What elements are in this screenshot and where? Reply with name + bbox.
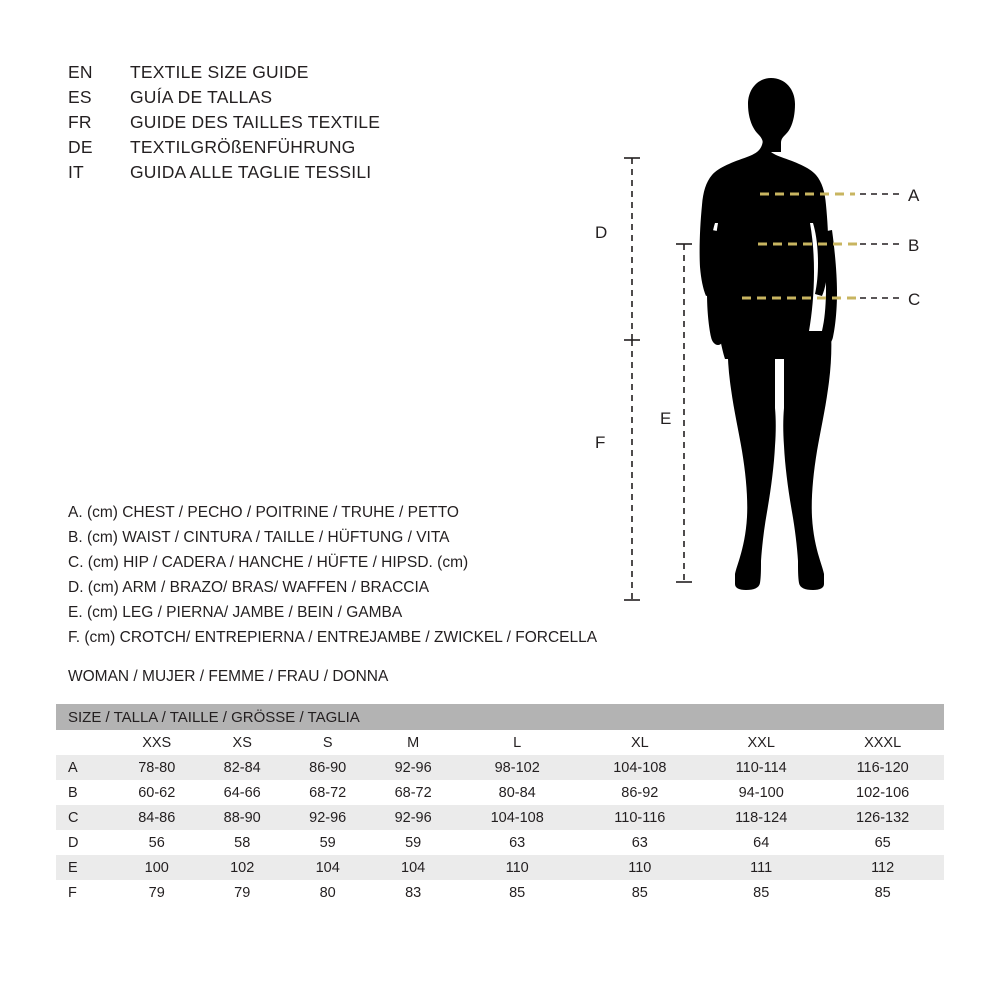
table-cell: 59 (370, 830, 455, 855)
column-header: M (370, 730, 455, 755)
table-cell: 68-72 (370, 780, 455, 805)
table-row (56, 855, 944, 880)
table-cell: 58 (199, 830, 284, 855)
language-title: GUÍA DE TALLAS (130, 87, 273, 107)
language-title: GUIDA ALLE TAGLIE TESSILI (130, 162, 372, 182)
callout-label-c: C (908, 290, 921, 309)
callout-label-b: B (908, 236, 920, 255)
table-cell: 79 (114, 880, 199, 905)
table-corner-cell (56, 730, 114, 755)
table-cell: 100 (114, 855, 199, 880)
table-cell: 60-62 (114, 780, 199, 805)
row-label: D (56, 830, 114, 855)
table-row (56, 755, 944, 780)
table-cell: 104 (285, 855, 370, 880)
row-label: A (56, 755, 114, 780)
female-silhouette (700, 78, 837, 590)
language-title: GUIDE DES TAILLES TEXTILE (130, 112, 381, 132)
bracket-e (676, 244, 692, 582)
table-cell: 92-96 (285, 805, 370, 830)
column-header: L (456, 730, 579, 755)
table-row (56, 880, 944, 905)
bracket-d (624, 158, 640, 340)
table-cell: 88-90 (199, 805, 284, 830)
language-row (68, 62, 488, 87)
table-cell: 116-120 (821, 755, 944, 780)
table-cell: 68-72 (285, 780, 370, 805)
table-cell: 102 (199, 855, 284, 880)
row-label: B (56, 780, 114, 805)
table-cell: 126-132 (821, 805, 944, 830)
language-row (68, 162, 488, 187)
table-cell: 110 (579, 855, 702, 880)
table-cell: 80 (285, 880, 370, 905)
table-cell: 85 (701, 880, 821, 905)
table-cell: 104 (370, 855, 455, 880)
callout-label-a: A (908, 186, 920, 205)
table-cell: 78-80 (114, 755, 199, 780)
language-row (68, 87, 488, 112)
table-column-header-row (56, 730, 944, 755)
table-cell: 112 (821, 855, 944, 880)
table-cell: 86-92 (579, 780, 702, 805)
table-cell: 111 (701, 855, 821, 880)
table-cell: 118-124 (701, 805, 821, 830)
table-cell: 92-96 (370, 755, 455, 780)
column-header: S (285, 730, 370, 755)
table-cell: 92-96 (370, 805, 455, 830)
table-cell: 104-108 (456, 805, 579, 830)
table-cell: 59 (285, 830, 370, 855)
column-header: XL (579, 730, 702, 755)
language-code: IT (68, 162, 84, 182)
table-cell: 98-102 (456, 755, 579, 780)
table-cell: 102-106 (821, 780, 944, 805)
table-cell: 104-108 (579, 755, 702, 780)
table-title-row (56, 704, 944, 730)
language-title-block (68, 62, 488, 187)
table-cell: 82-84 (199, 755, 284, 780)
table-cell: 85 (456, 880, 579, 905)
gender-label: WOMAN / MUJER / FEMME / FRAU / DONNA (68, 668, 389, 685)
size-table (56, 704, 944, 905)
table-cell: 86-90 (285, 755, 370, 780)
table-cell: 56 (114, 830, 199, 855)
table-cell: 64-66 (199, 780, 284, 805)
measurement-legend (68, 500, 668, 650)
column-header: XXS (114, 730, 199, 755)
table-cell: 110-114 (701, 755, 821, 780)
legend-item: D. (cm) ARM / BRAZO/ BRAS/ WAFFEN / BRACCIA (68, 579, 430, 596)
legend-item: F. (cm) CROTCH/ ENTREPIERNA / ENTREJAMBE / ZWICKEL / FORCELLA (68, 629, 598, 646)
language-title: TEXTILE SIZE GUIDE (130, 62, 309, 82)
legend-item: C. (cm) HIP / CADERA / HANCHE / HÜFTE / HIPSD. (cm) (68, 554, 469, 571)
legend-item: E. (cm) LEG / PIERNA/ JAMBE / BEIN / GAMBA (68, 604, 403, 621)
table-cell: 84-86 (114, 805, 199, 830)
table-title: SIZE / TALLA / TAILLE / GRÖSSE / TAGLIA (56, 704, 944, 730)
legend-item: B. (cm) WAIST / CINTURA / TAILLE / HÜFTUNG / VITA (68, 529, 450, 546)
table-cell: 94-100 (701, 780, 821, 805)
language-code: EN (68, 62, 93, 82)
table-cell: 63 (579, 830, 702, 855)
row-label: E (56, 855, 114, 880)
row-label: C (56, 805, 114, 830)
column-header: XXL (701, 730, 821, 755)
table-cell: 63 (456, 830, 579, 855)
language-code: FR (68, 112, 92, 132)
table-row (56, 805, 944, 830)
language-code: DE (68, 137, 93, 157)
table-cell: 79 (199, 880, 284, 905)
table-cell: 65 (821, 830, 944, 855)
table-row (56, 830, 944, 855)
row-label: F (56, 880, 114, 905)
language-code: ES (68, 87, 92, 107)
table-row (56, 780, 944, 805)
language-title: TEXTILGRÖßENFÜHRUNG (130, 137, 356, 157)
table-cell: 85 (821, 880, 944, 905)
bracket-label-e: E (660, 409, 672, 428)
table-cell: 64 (701, 830, 821, 855)
callout-lines (860, 194, 902, 298)
bracket-label-f: F (595, 433, 606, 452)
language-row (68, 137, 488, 162)
table-cell: 110 (456, 855, 579, 880)
legend-item: A. (cm) CHEST / PECHO / POITRINE / TRUHE / PETTO (68, 504, 459, 521)
column-header: XXXL (821, 730, 944, 755)
table-cell: 85 (579, 880, 702, 905)
language-row (68, 112, 488, 137)
column-header: XS (199, 730, 284, 755)
bracket-label-d: D (595, 223, 608, 242)
table-cell: 80-84 (456, 780, 579, 805)
table-cell: 110-116 (579, 805, 702, 830)
table-cell: 83 (370, 880, 455, 905)
